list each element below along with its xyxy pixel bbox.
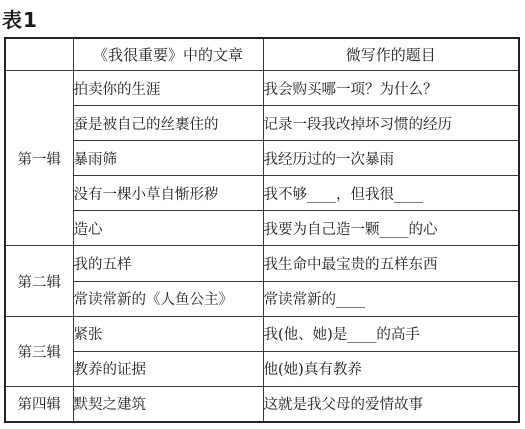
table-row [5,316,519,351]
article-cell: 常读常新的《人鱼公主》 [73,281,263,316]
table-row [5,71,519,106]
article-cell: 教养的证据 [73,351,263,386]
group-label: 第二辑 [5,246,73,316]
article-cell: 拍卖你的生涯 [73,71,263,106]
article-cell: 我的五样 [73,246,263,281]
header-group [5,38,73,71]
header-article: 《我很重要》中的文章 [73,38,263,71]
article-cell: 默契之建筑 [73,386,263,422]
topic-cell: 他(她)真有教养 [263,351,519,386]
topic-cell: 我会购买哪一项？为什么？ [263,71,519,106]
header-topic: 微写作的题目 [263,38,519,71]
group-label: 第三辑 [5,316,73,386]
topic-cell: 我经历过的一次暴雨 [263,141,519,176]
header-row [5,38,519,71]
table-row [5,176,519,211]
article-cell: 没有一棵小草自惭形秽 [73,176,263,211]
topic-cell: 我生命中最宝贵的五样东西 [263,246,519,281]
article-cell: 暴雨筛 [73,141,263,176]
topic-cell: 这就是我父母的爱情故事 [263,386,519,422]
table-row [5,351,519,386]
article-cell: 造心 [73,211,263,246]
article-cell: 蚕是被自己的丝裹住的 [73,106,263,141]
topic-cell: 记录一段我改掉坏习惯的经历 [263,106,519,141]
table-caption: 表1 [2,8,38,32]
table-row [5,246,519,281]
topic-cell: 我不够____，但我很____ [263,176,519,211]
table-row [5,211,519,246]
article-cell: 紧张 [73,316,263,351]
table-row [5,106,519,141]
table-row [5,281,519,316]
group-label: 第四辑 [5,386,73,422]
table-row [5,141,519,176]
topic-cell: 常读常新的____ [263,281,519,316]
group-label: 第一辑 [5,71,73,246]
topic-cell: 我(他、她)是____的高手 [263,316,519,351]
topic-cell: 我要为自己造一颗____的心 [263,211,519,246]
table-row [5,386,519,422]
writing-topics-table [4,37,520,423]
